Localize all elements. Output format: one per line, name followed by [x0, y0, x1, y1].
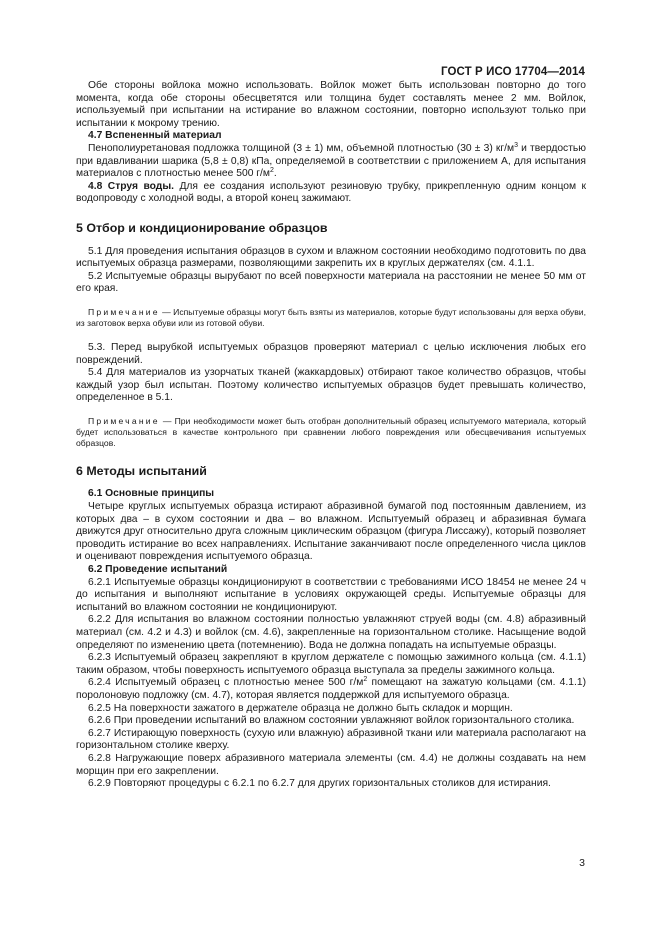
page-content	[76, 80, 586, 791]
note-2: Примечание — При необходимости может быть отобран дополнительный образец испытуемого материала, который будет использоваться в качестве контрольного при сравнении любого повреждения или обесцвечивания испытуемых образцов.	[76, 415, 586, 448]
note-1: Примечание — Испытуемые образцы могут быть взяты из материалов, которые будут использованы для верха обуви, из заготовок верха обуви или из готовой обуви.	[76, 306, 586, 328]
paragraph-4-7: Пенополиуретановая подложка толщиной (3 ± 1) мм, объемной плотностью (30 ± 3) $кг/м^3$ и твердостью при вдавливании шарика (5,8 ± 0,8) кПа, определяемой в соответствии с приложением А, для испытания материалов с плотностью менее 500 $г/м^2$.	[76, 141, 587, 180]
paragraph-5-2: 5.2 Испытуемые образцы вырубают по всей поверхности материала на расстоянии не менее 50 мм от его края.	[76, 270, 586, 295]
document-header: ГОСТ Р ИСО 17704—2014	[440, 66, 585, 78]
paragraph-6-2-6: 6.2.6 При проведении испытаний во влажном состоянии увлажняют войлок горизонтального столика.	[88, 715, 575, 727]
subsection-title-4-8: 4.8 Струя воды.	[88, 180, 174, 192]
paragraph-6-2-3: 6.2.3 Испытуемый образец закрепляют в круглом держателе с помощью зажимного кольца (см. 4.1.1) таким образом, чтобы поверхность испытуемого образца выступала за пределы зажимного кольца.	[76, 652, 586, 676]
paragraph-6-2-7: 6.2.7 Истирающую поверхность (сухую или влажную) абразивной ткани или материала располагают на горизонтальном столике кверху.	[76, 727, 586, 752]
section-title-5: 5 Отбор и кондиционирование образцов	[76, 220, 328, 235]
page-number: 3	[579, 857, 585, 869]
subsection-title-4-7: 4.7 Вспененный материал	[88, 130, 222, 142]
paragraph-5-1: 5.1 Для проведения испытания образцов в сухом и влажном состоянии необходимо подготовить по два испытуемых образца размерами, позволяющими закрепить их в круглых держателях (см. 4.1.1.	[76, 245, 586, 270]
section-title-6: 6 Методы испытаний	[76, 463, 207, 478]
paragraph-6-2-8: 6.2.8 Нагружающие поверх абразивного материала элементы (см. 4.4) не должны создавать на нем морщин при его закреплении.	[76, 752, 586, 777]
paragraph-6-2-2: 6.2.2 Для испытания во влажном состоянии полностью увлажняют струей воды (см. 4.8) абразивный материал (см. 4.2 и 4.3) и войлок (см. 4.6), закрепленные на горизонтальном столике. Насыщение водой определяют по изменению цвета (потемнению). Вода не должна попадать на испытуемые образцы.	[76, 614, 586, 651]
paragraph-6-2-5: 6.2.5 На поверхности зажатого в держателе образца не должно быть складок и морщин.	[88, 702, 513, 714]
paragraph-6-1: Четыре круглых испытуемых образца истирают абразивной бумагой под постоянным давлением, из которых два – в сухом состоянии и два – во влажном. Испытуемый образец и абразивная бумага движутся друг относительно друга сложным циклическим образцом (фигура Лиссажу), который позволяет проводить истирание во всех направлениях. Испытание заканчивают после определенного числа циклов и оценивают повреждения испытуемого образца.	[76, 501, 586, 563]
paragraph-6-2-1: 6.2.1 Испытуемые образцы кондиционируют в соответствии с требованиями ИСО 18454 не менее 24 ч до испытания и выполняют испытание в условиях окружающей среды. Испытуемые образцы для испытаний во влажном состоянии не кондиционируют.	[76, 576, 586, 613]
paragraph-5-4: 5.4 Для материалов из узорчатых тканей (жаккардовых) отбирают такое количество образцов, чтобы каждый узор был испытан. Поэтому количество испытуемых образцов будет превышать количество, определенное в 5.1.	[76, 367, 586, 404]
subsection-title-6-2: 6.2 Проведение испытаний	[88, 564, 228, 576]
paragraph-4-8: 4.8 Струя воды. Для ее создания используют резиновую трубку, прикрепленную одним концом к водопроводу с холодной воды, а второй конец зажимают.	[76, 180, 586, 205]
paragraph-6-2-9: 6.2.9 Повторяют процедуры с 6.2.1 по 6.2.7 для других горизонтальных столиков для истирания.	[88, 778, 551, 790]
subsection-title-6-1: 6.1 Основные принципы	[88, 488, 215, 500]
paragraph-felt: Обе стороны войлока можно использовать. Войлок может быть использован повторно до того момента, когда обе стороны обесцветятся или толщина будет составлять менее 2 мм. Войлок, используемый при испытании на истирание во влажном состоянии, повторно используют только при испытании к мокрому трению.	[76, 80, 586, 129]
paragraph-5-3: 5.3. Перед вырубкой испытуемых образцов проверяют материал с целью исключения любых его повреждений.	[76, 341, 586, 366]
paragraph-6-2-4: 6.2.4 Испытуемый образец с плотностью менее 500 $г/м^2$ помещают на зажатую кольцами (см. 4.1.1) поролоновую подложку (см. 4.7), которая является поддержкой для испытуемого образца.	[76, 676, 587, 701]
